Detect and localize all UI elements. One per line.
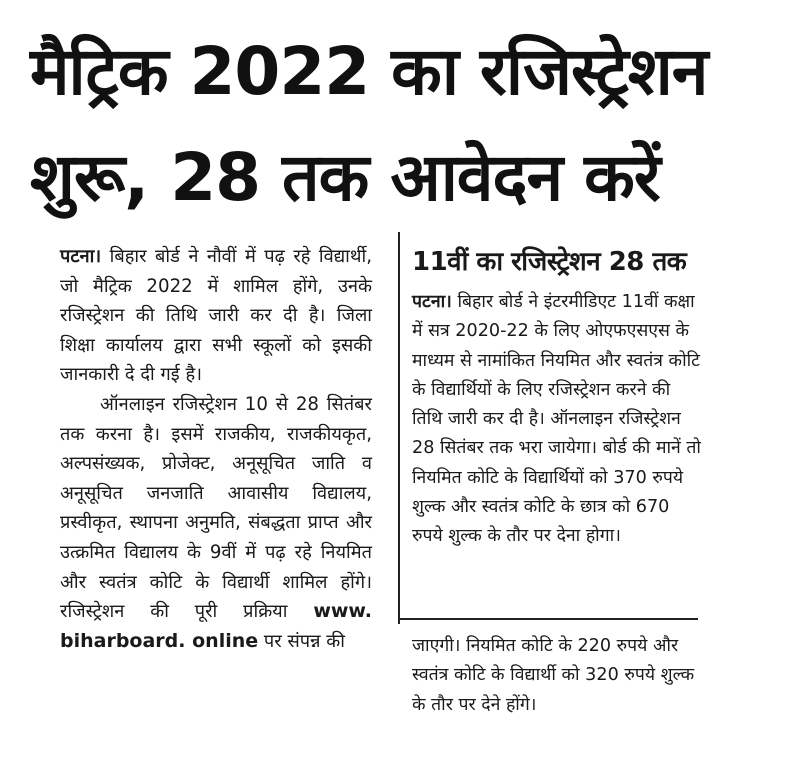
- website-url: www. biharboard. online: [60, 600, 372, 652]
- dateline: पटना।: [60, 246, 102, 267]
- main-story-text-2: ऑनलाइन रजिस्ट्रेशन 10 से 28 सितंबर तक करना है। इसमें राजकीय, राजकीयकृत, अल्पसंख्यक, प्रोजेक्ट, अनूसूचित जाति व अनूसूचित जनजाति आवासीय विद्यालय, प्रस्वीकृत, स्थापना अनुमति, संबद्धता प्राप्त और उत्क्रमित विद्यालय के 9वीं में पढ़ रहे नियमित और स्वतंत्र कोटि के विद्यार्थी शामिल होंगे। रजिस्ट्रेशन की पूरी प्रक्रिया: [60, 393, 372, 623]
- sidebar-para: [412, 288, 702, 552]
- sidebar-body: बिहार बोर्ड ने इंटरमीडिएट 11वीं कक्षा में सत्र 2020-22 के लिए ओएफएसएस के माध्यम से नामांकित नियमित और स्वतंत्र कोटि के विद्यार्थियों के लिए रजिस्ट्रेशन करने की तिथि जारी कर दी है। ऑनलाइन रजिस्ट्रेशन 28 सितंबर तक भरा जायेगा। बोर्ड की मानें तो नियमित कोटि के विद्यार्थियों को 370 रुपये शुल्क और स्वतंत्र कोटि के छात्र को 670 रुपये शुल्क के तौर पर देना होगा।: [412, 292, 701, 547]
- main-story-para-2: [60, 390, 372, 656]
- headline-line-2: शुरू, 28 तक आवेदन करें: [30, 139, 660, 216]
- sidebar-title: 11वीं का रजिस्ट्रेशन 28 तक: [412, 247, 687, 277]
- main-story-text-2-end: पर संपन्न की: [258, 630, 345, 652]
- continuation-column: [412, 632, 712, 720]
- main-story-column: [60, 242, 372, 656]
- continuation-text: जाएगी। नियमित कोटि के 220 रुपये और स्वतंत्र कोटि के विद्यार्थी को 320 रुपये शुल्क के तौर पर देने होंगे।: [412, 636, 695, 715]
- sidebar-divider: [398, 232, 400, 624]
- sidebar-bottom-rule: [398, 618, 698, 620]
- main-story-text-1: बिहार बोर्ड ने नौवीं में पढ़ रहे विद्यार्थी, जो मैट्रिक 2022 में शामिल होंगे, उनके रजिस्ट्रेशन की तिथि जारी कर दी है। जिला शिक्षा कार्यालय द्वारा सभी स्कूलों को इसकी जानकारी दे दी गई है।: [60, 246, 372, 386]
- main-story-para-1: [60, 242, 372, 390]
- headline-line-1: मैट्रिक 2022 का रजिस्ट्रेशन: [30, 33, 708, 110]
- sidebar-dateline: पटना।: [412, 292, 452, 312]
- sidebar-story: [412, 288, 702, 552]
